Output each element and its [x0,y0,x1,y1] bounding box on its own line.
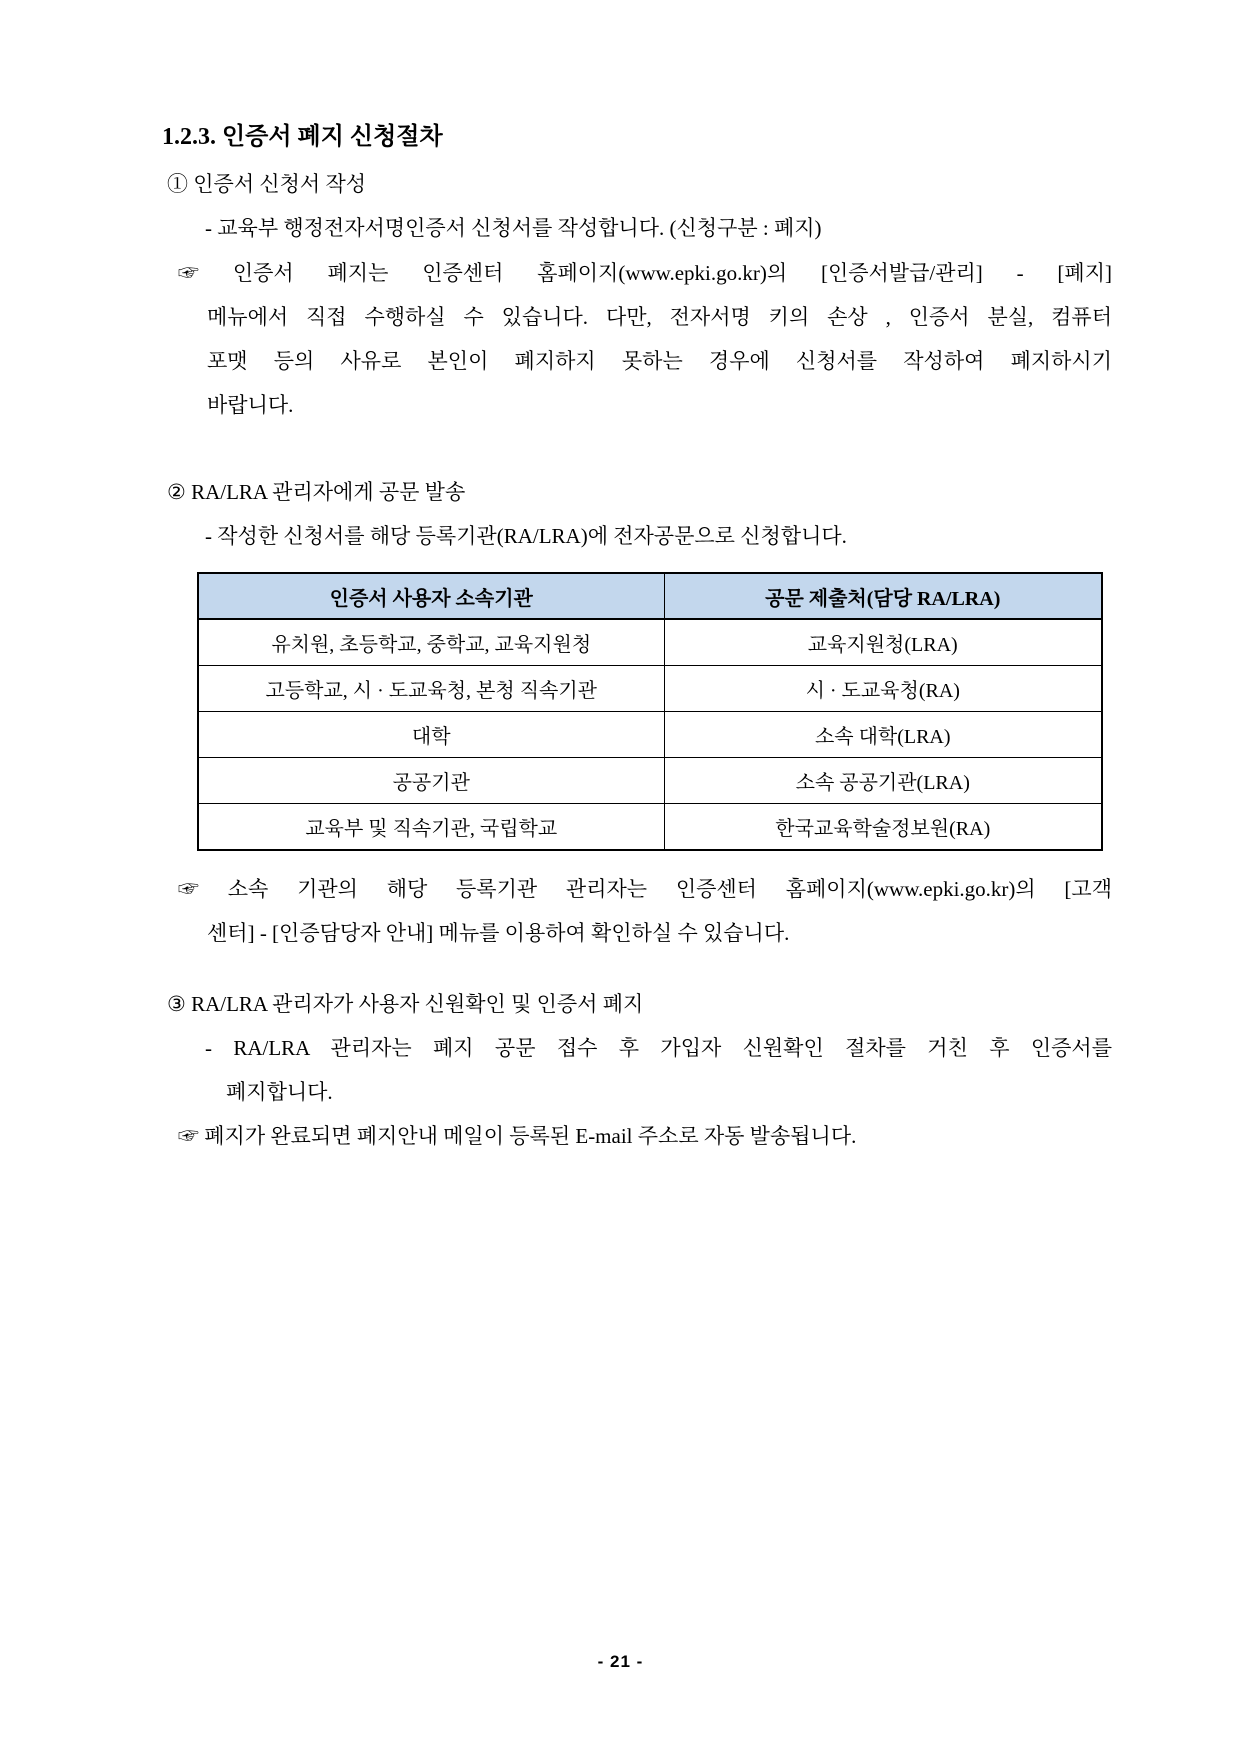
table-cell: 공공기관 [198,758,664,804]
step2-title: ② RA/LRA 관리자에게 공문 발송 [167,480,466,504]
step2-note [178,867,1112,955]
table-cell: 유치원, 초등학교, 중학교, 교육지원청 [198,619,664,666]
note-line: 바랍니다. [207,393,294,417]
step1-note [178,251,1112,427]
note-line: 메뉴에서 직접 수행하실 수 있습니다. 다만, 전자서명 키의 손상 , 인증서 분실, 컴퓨터 [207,305,1112,329]
step1-item: - 교육부 행정전자서명인증서 신청서를 작성합니다. (신청구분 : 폐지) [205,216,822,240]
note-line: 포맷 등의 사유로 본인이 폐지하지 못하는 경우에 신청서를 작성하여 폐지하시기 [207,349,1112,373]
item-line: 폐지합니다. [226,1080,333,1104]
table-cell: 소속 대학(LRA) [664,712,1102,758]
step3-item [205,1026,1112,1114]
page-number: - 21 - [597,1652,644,1671]
step3-note: ☞ 폐지가 완료되면 폐지안내 메일이 등록된 E-mail 주소로 자동 발송됩니다. [178,1124,857,1148]
table-row [198,619,1102,666]
note-line: 센터] - [인증담당자 안내] 메뉴를 이용하여 확인하실 수 있습니다. [207,921,790,945]
step3-title: ③ RA/LRA 관리자가 사용자 신원확인 및 인증서 폐지 [167,992,644,1016]
table-cell: 대학 [198,712,664,758]
table-header-cell: 공문 제출처(담당 RA/LRA) [664,573,1102,619]
table-cell: 교육부 및 직속기관, 국립학교 [198,804,664,851]
table-row [198,666,1102,712]
table-cell: 한국교육학술정보원(RA) [664,804,1102,851]
section-heading: 1.2.3. 인증서 폐지 신청절차 [162,124,443,150]
table-cell: 교육지원청(LRA) [664,619,1102,666]
note-line: ☞ 소속 기관의 해당 등록기관 관리자는 인증센터 홈페이지(www.epki.go.kr)의 [고객 [178,877,1112,901]
table-cell: 고등학교, 시 · 도교육청, 본청 직속기관 [198,666,664,712]
table-header-row [198,573,1102,619]
table-row [198,758,1102,804]
table-row [198,712,1102,758]
table-cell: 소속 공공기관(LRA) [664,758,1102,804]
step1-title: ① 인증서 신청서 작성 [167,172,367,196]
step2-item: - 작성한 신청서를 해당 등록기관(RA/LRA)에 전자공문으로 신청합니다. [205,524,847,548]
item-line: - RA/LRA 관리자는 폐지 공문 접수 후 가입자 신원확인 절차를 거친 후 인증서를 [205,1036,1112,1060]
note-line: ☞ 인증서 폐지는 인증센터 홈페이지(www.epki.go.kr)의 [인증서발급/관리] - [폐지] [178,261,1112,285]
table-cell: 시 · 도교육청(RA) [664,666,1102,712]
table-row [198,804,1102,851]
table-header-cell: 인증서 사용자 소속기관 [198,573,664,619]
agency-table [197,572,1103,851]
